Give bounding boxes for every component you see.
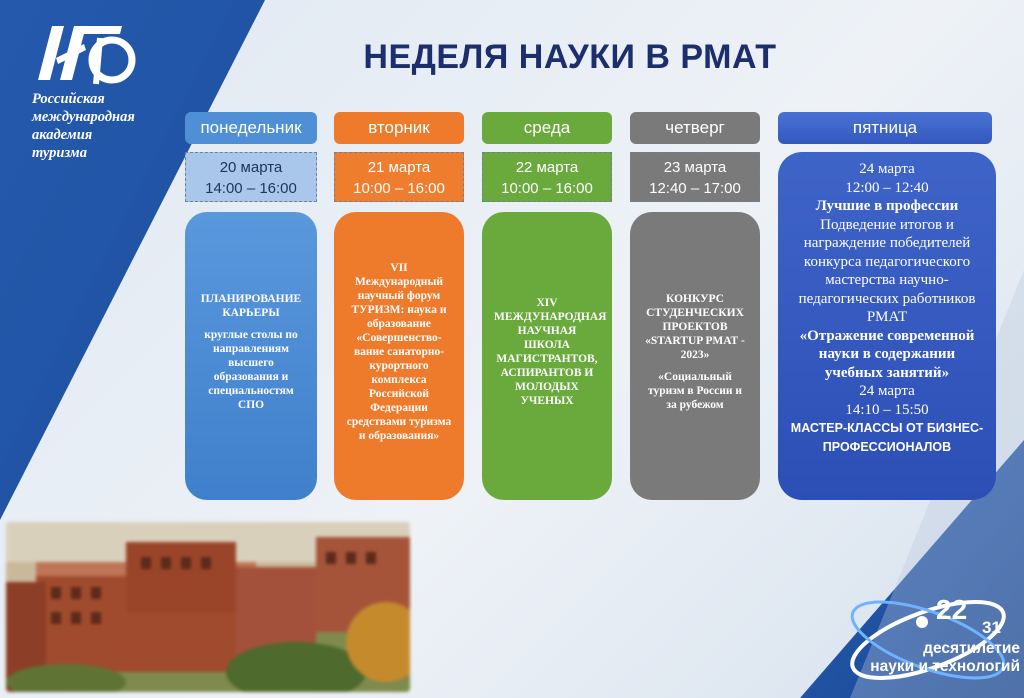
- card-friday: [778, 152, 996, 500]
- time-wednesday: 10:00 – 16:00: [501, 180, 593, 197]
- date-thursday: 23 марта: [663, 159, 727, 176]
- day-header-thursday: четверг: [630, 112, 760, 144]
- date-monday: 20 марта: [219, 159, 283, 176]
- friday-time1: 12:00 – 12:40: [845, 179, 929, 196]
- logo-line: академия: [32, 127, 93, 143]
- page-title: НЕДЕЛЯ НАУКИ В РМАТ: [363, 38, 777, 76]
- time-monday: 14:00 – 16:00: [205, 180, 297, 197]
- decade-line1: десятилетие: [923, 640, 1020, 657]
- decade-text: [844, 640, 1020, 676]
- friday-date2: 24 марта: [859, 383, 915, 399]
- friday-time2: 14:10 – 15:50: [845, 401, 929, 418]
- card-monday-title: ПЛАНИРОВАНИЕ КАРЬЕРЫ: [200, 293, 302, 319]
- friday-bold1: Лучшие в профессии: [815, 198, 959, 214]
- card-thursday: [630, 212, 760, 500]
- friday-caps: МАСТЕР-КЛАССЫ ОТ БИЗНЕС-ПРОФЕССИОНАЛОВ: [790, 421, 984, 454]
- card-wednesday: [482, 212, 612, 500]
- day-header-friday: пятница: [778, 112, 992, 144]
- logo-line: международная: [32, 109, 135, 125]
- time-thursday: 12:40 – 17:00: [649, 180, 741, 197]
- friday-text1: Подведение итогов и награждение победителей конкурса педагогического мастерства научно-педагогических работников РМАТ: [798, 216, 976, 325]
- date-tuesday: 21 марта: [367, 159, 431, 176]
- decade-number-31: 31: [982, 618, 1001, 637]
- day-header-monday: понедельник: [185, 112, 317, 144]
- date-box-thursday: [630, 152, 760, 202]
- card-tuesday: [334, 212, 464, 500]
- decade-number-22: 22: [936, 594, 968, 625]
- day-header-tuesday: вторник: [334, 112, 464, 144]
- time-tuesday: 10:00 – 16:00: [353, 180, 445, 197]
- date-box-monday: [185, 152, 317, 202]
- card-wednesday-text: XIV МЕЖДУНАРОДНАЯ НАУЧНАЯ ШКОЛА МАГИСТРАНТОВ, АСПИРАНТОВ И МОЛОДЫХ УЧЕНЫХ: [494, 297, 607, 407]
- date-box-wednesday: [482, 152, 612, 202]
- campus-photo: [6, 522, 410, 692]
- card-tuesday-text: VII Международный научный форум ТУРИЗМ: наука и образование «Совершенство-вание санаторно-курортного комплекса Российской Федерации средствами туризма и образования»: [346, 262, 452, 442]
- logo-line: Российская: [32, 91, 105, 107]
- card-thursday-text: «Социальный туризм в России и за рубежом: [648, 371, 742, 411]
- card-thursday-title: КОНКУРС СТУДЕНЧЕСКИХ ПРОЕКТОВ «STARTUP РМАТ - 2023»: [645, 293, 745, 361]
- friday-bold2: «Отражение современной науки в содержании учебных занятий»: [799, 327, 975, 381]
- decade-line2: науки и технологий: [870, 658, 1020, 675]
- friday-date1: 24 марта: [859, 161, 915, 177]
- rmat-logo-icon: [30, 18, 140, 88]
- date-wednesday: 22 марта: [515, 159, 579, 176]
- logo-line: туризма: [32, 145, 87, 161]
- logo-text: [32, 90, 182, 162]
- date-box-tuesday: [334, 152, 464, 202]
- card-monday-text: круглые столы по направлениям высшего образования и специальностям СПО: [204, 329, 298, 411]
- card-monday: [185, 212, 317, 500]
- day-header-wednesday: среда: [482, 112, 612, 144]
